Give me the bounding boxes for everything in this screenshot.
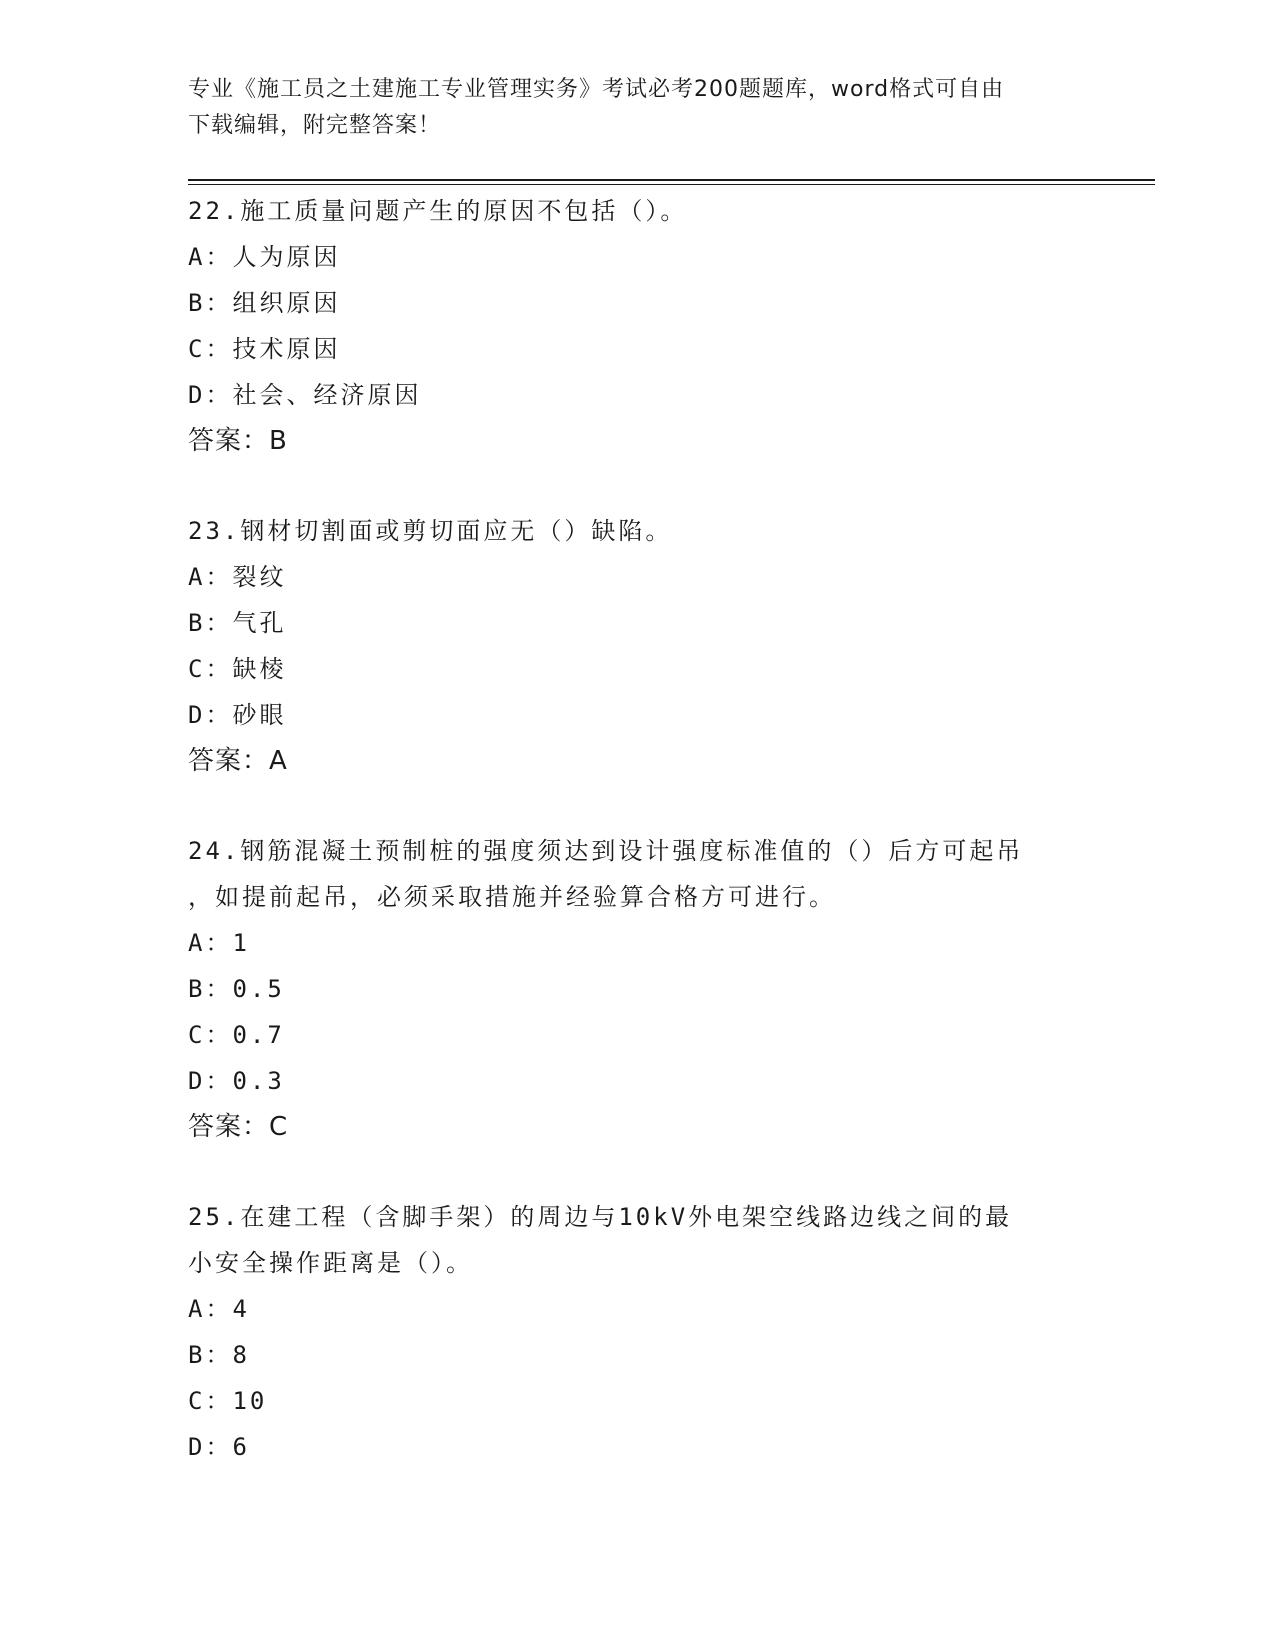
option-a: A：1 — [188, 929, 250, 957]
option-a: A：裂纹 — [188, 563, 287, 591]
answer: 答案：C — [188, 1112, 289, 1142]
question-25 — [188, 1194, 1088, 1470]
option-d: D：0.3 — [188, 1067, 285, 1095]
question-stem-line-2: ，如提前起吊，必须采取措施并经验算合格方可进行。 — [188, 883, 836, 911]
question-stem-line-1: 25.在建工程（含脚手架）的周边与10kV外电架空线路边线之间的最 — [188, 1203, 1013, 1231]
option-b: B：8 — [188, 1341, 250, 1369]
option-c: C：0.7 — [188, 1021, 285, 1049]
header-line-1: 专业《施工员之土建施工专业管理实务》考试必考200题题库，word格式可自由 — [188, 77, 1005, 102]
question-list — [188, 188, 1088, 1514]
header-divider-thick — [188, 179, 1155, 181]
option-d: D：6 — [188, 1433, 250, 1461]
option-c: C：缺棱 — [188, 655, 287, 683]
header-line-2: 下载编辑，附完整答案！ — [188, 113, 442, 138]
option-c: C：10 — [188, 1387, 268, 1415]
header-divider-thin — [188, 184, 1155, 185]
option-d: D：社会、经济原因 — [188, 381, 422, 409]
question-24 — [188, 828, 1088, 1150]
option-c: C：技术原因 — [188, 335, 341, 363]
question-stem: 23.钢材切割面或剪切面应无（）缺陷。 — [188, 517, 673, 545]
option-a: A：4 — [188, 1295, 250, 1323]
option-b: B：0.5 — [188, 975, 285, 1003]
option-a: A：人为原因 — [188, 243, 341, 271]
question-stem-line-2: 小安全操作距离是（）。 — [188, 1249, 473, 1277]
question-23 — [188, 508, 1088, 784]
question-22 — [188, 188, 1088, 464]
answer: 答案：B — [188, 426, 288, 456]
option-b: B：气孔 — [188, 609, 287, 637]
option-b: B：组织原因 — [188, 289, 341, 317]
question-stem-line-1: 24.钢筋混凝土预制桩的强度须达到设计强度标准值的（）后方可起吊 — [188, 837, 1024, 865]
question-stem: 22.施工质量问题产生的原因不包括（）。 — [188, 197, 688, 225]
document-header — [188, 72, 1088, 144]
answer: 答案：A — [188, 746, 288, 776]
option-d: D：砂眼 — [188, 701, 287, 729]
